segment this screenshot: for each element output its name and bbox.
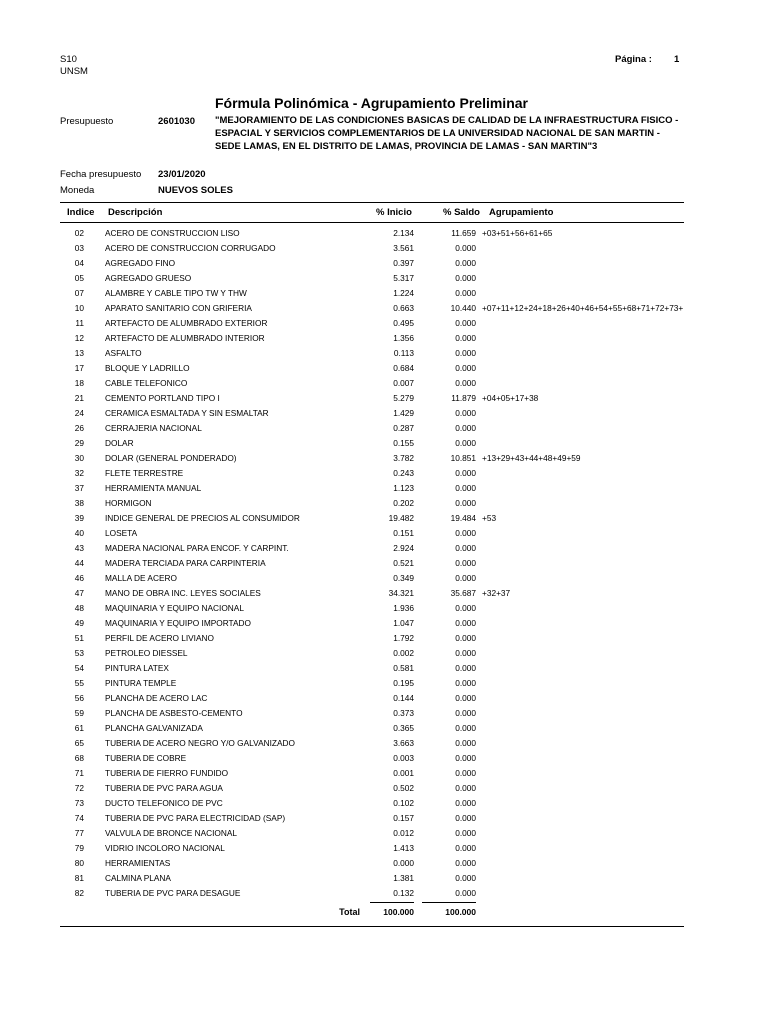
row-saldo: 0.000 [455, 873, 476, 883]
total-label: Total [339, 907, 360, 917]
table-row [0, 421, 768, 436]
fecha-label: Fecha presupuesto [60, 169, 142, 180]
total-saldo: 100.000 [445, 907, 476, 917]
table-row [0, 391, 768, 406]
row-saldo: 0.000 [455, 543, 476, 553]
row-descripcion: ARTEFACTO DE ALUMBRADO INTERIOR [105, 333, 265, 343]
row-descripcion: MAQUINARIA Y EQUIPO NACIONAL [105, 603, 244, 613]
row-saldo: 0.000 [455, 663, 476, 673]
row-descripcion: CEMENTO PORTLAND TIPO I [105, 393, 220, 403]
row-inicio: 0.151 [393, 528, 414, 538]
row-descripcion: PETROLEO DIESSEL [105, 648, 188, 658]
table-row [0, 796, 768, 811]
row-inicio: 1.123 [393, 483, 414, 493]
row-descripcion: HORMIGON [105, 498, 152, 508]
row-saldo: 0.000 [455, 753, 476, 763]
col-header-descripcion: Descripción [108, 207, 163, 218]
row-inicio: 0.581 [393, 663, 414, 673]
fecha-value: 23/01/2020 [158, 169, 206, 180]
row-indice: 80 [74, 858, 84, 868]
col-header-agrupamiento: Agrupamiento [489, 207, 554, 218]
row-saldo: 0.000 [455, 468, 476, 478]
table-top-rule [60, 202, 684, 203]
row-descripcion: TUBERIA DE PVC PARA AGUA [105, 783, 223, 793]
row-indice: 07 [74, 288, 84, 298]
table-row [0, 571, 768, 586]
col-header-saldo: % Saldo [443, 207, 480, 218]
row-inicio: 1.047 [393, 618, 414, 628]
row-indice: 12 [74, 333, 84, 343]
row-descripcion: TUBERIA DE FIERRO FUNDIDO [105, 768, 229, 778]
row-indice: 81 [74, 873, 84, 883]
row-indice: 38 [74, 498, 84, 508]
table-row [0, 886, 768, 901]
report-code: S10 [60, 54, 77, 65]
table-bottom-rule [60, 926, 684, 927]
table-row [0, 661, 768, 676]
row-saldo: 0.000 [455, 318, 476, 328]
table-row [0, 526, 768, 541]
row-saldo: 0.000 [455, 708, 476, 718]
row-indice: 54 [74, 663, 84, 673]
row-saldo: 0.000 [455, 558, 476, 568]
table-header-rule [60, 222, 684, 223]
row-inicio: 0.195 [393, 678, 414, 688]
row-descripcion: ASFALTO [105, 348, 142, 358]
table-row [0, 601, 768, 616]
row-indice: 13 [74, 348, 84, 358]
row-indice: 72 [74, 783, 84, 793]
row-descripcion: TUBERIA DE PVC PARA ELECTRICIDAD (SAP) [105, 813, 286, 823]
row-saldo: 0.000 [455, 438, 476, 448]
table-row [0, 301, 768, 316]
row-inicio: 3.561 [393, 243, 414, 253]
row-agrupamiento: +04+05+17+38 [482, 393, 539, 403]
row-inicio: 0.349 [393, 573, 414, 583]
page-title: Fórmula Polinómica - Agrupamiento Preliminar [215, 95, 528, 111]
row-saldo: 0.000 [455, 843, 476, 853]
row-inicio: 0.102 [393, 798, 414, 808]
row-agrupamiento: +32+37 [482, 588, 511, 598]
row-descripcion: MADERA TERCIADA PARA CARPINTERIA [105, 558, 266, 568]
table-row [0, 406, 768, 421]
row-indice: 02 [74, 228, 84, 238]
table-row [0, 676, 768, 691]
row-descripcion: APARATO SANITARIO CON GRIFERIA [105, 303, 252, 313]
row-indice: 03 [74, 243, 84, 253]
row-indice: 53 [74, 648, 84, 658]
row-descripcion: CERAMICA ESMALTADA Y SIN ESMALTAR [105, 408, 269, 418]
row-descripcion: DOLAR [105, 438, 134, 448]
table-row [0, 286, 768, 301]
row-inicio: 5.317 [393, 273, 414, 283]
row-indice: 39 [74, 513, 84, 523]
row-saldo: 0.000 [455, 273, 476, 283]
table-row [0, 481, 768, 496]
report-header-left [60, 54, 88, 78]
row-inicio: 1.224 [393, 288, 414, 298]
page-label: Página : [615, 54, 652, 65]
row-descripcion: ALAMBRE Y CABLE TIPO TW Y THW [105, 288, 247, 298]
row-descripcion: MADERA NACIONAL PARA ENCOF. Y CARPINT. [105, 543, 289, 553]
row-descripcion: ACERO DE CONSTRUCCION LISO [105, 228, 240, 238]
row-saldo: 0.000 [455, 798, 476, 808]
presupuesto-label: Presupuesto [60, 116, 114, 127]
row-descripcion: FLETE TERRESTRE [105, 468, 184, 478]
row-descripcion: MANO DE OBRA INC. LEYES SOCIALES [105, 588, 261, 598]
row-saldo: 11.659 [451, 228, 476, 238]
row-descripcion: AGREGADO FINO [105, 258, 176, 268]
row-saldo: 0.000 [455, 888, 476, 898]
table-row [0, 736, 768, 751]
row-inicio: 1.356 [393, 333, 414, 343]
table-row [0, 271, 768, 286]
row-inicio: 3.663 [393, 738, 414, 748]
row-descripcion: TUBERIA DE PVC PARA DESAGUE [105, 888, 241, 898]
row-descripcion: INDICE GENERAL DE PRECIOS AL CONSUMIDOR [105, 513, 300, 523]
table-row [0, 721, 768, 736]
row-inicio: 2.924 [393, 543, 414, 553]
row-indice: 26 [74, 423, 84, 433]
row-inicio: 2.134 [393, 228, 414, 238]
table-row [0, 466, 768, 481]
row-descripcion: TUBERIA DE COBRE [105, 753, 187, 763]
row-saldo: 0.000 [455, 723, 476, 733]
row-inicio: 0.000 [393, 858, 414, 868]
row-descripcion: MAQUINARIA Y EQUIPO IMPORTADO [105, 618, 251, 628]
row-saldo: 0.000 [455, 408, 476, 418]
total-inicio: 100.000 [383, 907, 414, 917]
table-row [0, 226, 768, 241]
row-descripcion: CALMINA PLANA [105, 873, 171, 883]
row-descripcion: HERRAMIENTA MANUAL [105, 483, 202, 493]
row-descripcion: ARTEFACTO DE ALUMBRADO EXTERIOR [105, 318, 268, 328]
row-indice: 68 [74, 753, 84, 763]
row-indice: 49 [74, 618, 84, 628]
row-inicio: 0.663 [393, 303, 414, 313]
row-descripcion: PINTURA LATEX [105, 663, 169, 673]
row-indice: 29 [74, 438, 84, 448]
table-row [0, 586, 768, 601]
row-inicio: 1.936 [393, 603, 414, 613]
row-indice: 46 [74, 573, 84, 583]
table-row [0, 841, 768, 856]
row-descripcion: VIDRIO INCOLORO NACIONAL [105, 843, 225, 853]
row-saldo: 0.000 [455, 483, 476, 493]
row-inicio: 0.397 [393, 258, 414, 268]
row-descripcion: ACERO DE CONSTRUCCION CORRUGADO [105, 243, 276, 253]
row-saldo: 10.851 [450, 453, 476, 463]
table-row [0, 316, 768, 331]
table-row [0, 451, 768, 466]
table-row [0, 511, 768, 526]
row-saldo: 35.687 [450, 588, 476, 598]
row-indice: 11 [75, 318, 84, 328]
table-row [0, 241, 768, 256]
row-descripcion: TUBERIA DE ACERO NEGRO Y/O GALVANIZADO [105, 738, 295, 748]
row-saldo: 0.000 [455, 243, 476, 253]
row-descripcion: MALLA DE ACERO [105, 573, 177, 583]
row-indice: 56 [74, 693, 84, 703]
row-saldo: 0.000 [455, 333, 476, 343]
total-saldo-rule [422, 902, 476, 903]
row-inicio: 3.782 [393, 453, 414, 463]
row-indice: 51 [74, 633, 84, 643]
row-indice: 40 [74, 528, 84, 538]
row-indice: 73 [74, 798, 84, 808]
col-header-inicio: % Inicio [376, 207, 412, 218]
presupuesto-code: 2601030 [158, 116, 195, 127]
row-inicio: 1.429 [393, 408, 414, 418]
row-indice: 47 [74, 588, 84, 598]
row-descripcion: CERRAJERIA NACIONAL [105, 423, 202, 433]
row-saldo: 19.484 [450, 513, 476, 523]
row-inicio: 0.365 [393, 723, 414, 733]
row-inicio: 0.287 [393, 423, 414, 433]
row-inicio: 34.321 [388, 588, 414, 598]
row-indice: 48 [74, 603, 84, 613]
row-indice: 59 [74, 708, 84, 718]
row-descripcion: HERRAMIENTAS [105, 858, 171, 868]
row-saldo: 0.000 [455, 498, 476, 508]
row-indice: 04 [74, 258, 84, 268]
row-agrupamiento: +53 [482, 513, 497, 523]
table-row [0, 751, 768, 766]
row-saldo: 11.879 [451, 393, 476, 403]
row-indice: 32 [74, 468, 84, 478]
presupuesto-description: "MEJORAMIENTO DE LAS CONDICIONES BASICAS DE CALIDAD DE LA INFRAESTRUCTURA FISICO - ESPACIAL Y SERVICIOS COMPLEMENTARIOS DE LA UNIVERSIDAD NACIONAL DE SAN MARTIN - SEDE LAMAS, EN EL DISTRITO DE LAMAS, PROVINCIA DE LAMAS - SAN MARTIN"3 [215, 115, 679, 152]
table-row [0, 376, 768, 391]
row-inicio: 0.132 [393, 888, 414, 898]
table-row [0, 331, 768, 346]
table-row [0, 781, 768, 796]
row-saldo: 0.000 [455, 603, 476, 613]
row-saldo: 0.000 [455, 768, 476, 778]
row-indice: 82 [74, 888, 84, 898]
row-saldo: 0.000 [455, 258, 476, 268]
table-row [0, 256, 768, 271]
row-saldo: 0.000 [455, 858, 476, 868]
table-row [0, 811, 768, 826]
row-inicio: 0.373 [393, 708, 414, 718]
row-inicio: 0.113 [393, 348, 414, 358]
row-inicio: 0.521 [393, 558, 414, 568]
row-saldo: 0.000 [455, 573, 476, 583]
row-saldo: 0.000 [455, 528, 476, 538]
table-row [0, 766, 768, 781]
row-descripcion: PLANCHA GALVANIZADA [105, 723, 203, 733]
table-row [0, 856, 768, 871]
table-row [0, 616, 768, 631]
row-descripcion: VALVULA DE BRONCE NACIONAL [105, 828, 238, 838]
row-saldo: 0.000 [455, 423, 476, 433]
row-indice: 65 [74, 738, 84, 748]
table-row [0, 691, 768, 706]
row-saldo: 0.000 [455, 288, 476, 298]
row-saldo: 0.000 [455, 678, 476, 688]
row-inicio: 0.243 [393, 468, 414, 478]
table-row [0, 346, 768, 361]
row-inicio: 1.413 [393, 843, 414, 853]
row-descripcion: PERFIL DE ACERO LIVIANO [105, 633, 214, 643]
table-row [0, 826, 768, 841]
row-indice: 43 [74, 543, 84, 553]
row-agrupamiento: +13+29+43+44+48+49+59 [482, 453, 581, 463]
row-inicio: 0.001 [393, 768, 414, 778]
row-inicio: 0.502 [393, 783, 414, 793]
total-inicio-rule [370, 902, 414, 903]
row-saldo: 0.000 [455, 633, 476, 643]
row-descripcion: DOLAR (GENERAL PONDERADO) [105, 453, 237, 463]
page-number: 1 [674, 54, 680, 65]
row-saldo: 0.000 [455, 348, 476, 358]
row-inicio: 0.012 [393, 828, 414, 838]
row-inicio: 0.007 [393, 378, 414, 388]
row-indice: 30 [74, 453, 84, 463]
table-row [0, 496, 768, 511]
row-descripcion: BLOQUE Y LADRILLO [105, 363, 190, 373]
row-indice: 61 [74, 723, 84, 733]
row-descripcion: CABLE TELEFONICO [105, 378, 188, 388]
row-inicio: 0.155 [393, 438, 414, 448]
row-descripcion: PLANCHA DE ACERO LAC [105, 693, 208, 703]
row-inicio: 1.381 [393, 873, 414, 883]
row-saldo: 0.000 [455, 363, 476, 373]
row-indice: 21 [74, 393, 84, 403]
row-saldo: 10.440 [450, 303, 476, 313]
row-descripcion: AGREGADO GRUESO [105, 273, 192, 283]
row-saldo: 0.000 [455, 828, 476, 838]
row-indice: 79 [74, 843, 84, 853]
row-saldo: 0.000 [455, 738, 476, 748]
col-header-indice: Indice [67, 207, 95, 218]
row-indice: 17 [74, 363, 84, 373]
row-descripcion: PINTURA TEMPLE [105, 678, 177, 688]
row-indice: 24 [74, 408, 84, 418]
table-row [0, 706, 768, 721]
table-row [0, 646, 768, 661]
row-indice: 05 [74, 273, 84, 283]
row-saldo: 0.000 [455, 813, 476, 823]
row-saldo: 0.000 [455, 693, 476, 703]
table-row [0, 631, 768, 646]
row-inicio: 5.279 [393, 393, 414, 403]
row-inicio: 0.495 [393, 318, 414, 328]
row-saldo: 0.000 [455, 378, 476, 388]
row-inicio: 0.002 [393, 648, 414, 658]
organization-name: UNSM [60, 66, 88, 77]
row-inicio: 0.202 [393, 498, 414, 508]
row-indice: 55 [74, 678, 84, 688]
row-agrupamiento: +07+11+12+24+18+26+40+46+54+55+68+71+72+73+ [482, 303, 684, 313]
row-inicio: 0.003 [393, 753, 414, 763]
row-saldo: 0.000 [455, 618, 476, 628]
row-descripcion: LOSETA [105, 528, 138, 538]
table-row [0, 541, 768, 556]
row-inicio: 19.482 [388, 513, 414, 523]
row-indice: 18 [74, 378, 84, 388]
row-indice: 37 [74, 483, 84, 493]
row-saldo: 0.000 [455, 648, 476, 658]
table-row [0, 436, 768, 451]
moneda-value: NUEVOS SOLES [158, 185, 233, 196]
table-row [0, 361, 768, 376]
moneda-label: Moneda [60, 185, 95, 196]
row-inicio: 0.684 [393, 363, 414, 373]
row-indice: 77 [74, 828, 84, 838]
row-saldo: 0.000 [455, 783, 476, 793]
row-indice: 74 [74, 813, 84, 823]
row-indice: 10 [74, 303, 84, 313]
table-row [0, 556, 768, 571]
row-inicio: 0.157 [393, 813, 414, 823]
row-inicio: 1.792 [393, 633, 414, 643]
row-indice: 71 [74, 768, 84, 778]
row-agrupamiento: +03+51+56+61+65 [482, 228, 553, 238]
row-descripcion: DUCTO TELEFONICO DE PVC [105, 798, 223, 808]
row-inicio: 0.144 [393, 693, 414, 703]
row-indice: 44 [74, 558, 84, 568]
row-descripcion: PLANCHA DE ASBESTO-CEMENTO [105, 708, 243, 718]
table-row [0, 871, 768, 886]
